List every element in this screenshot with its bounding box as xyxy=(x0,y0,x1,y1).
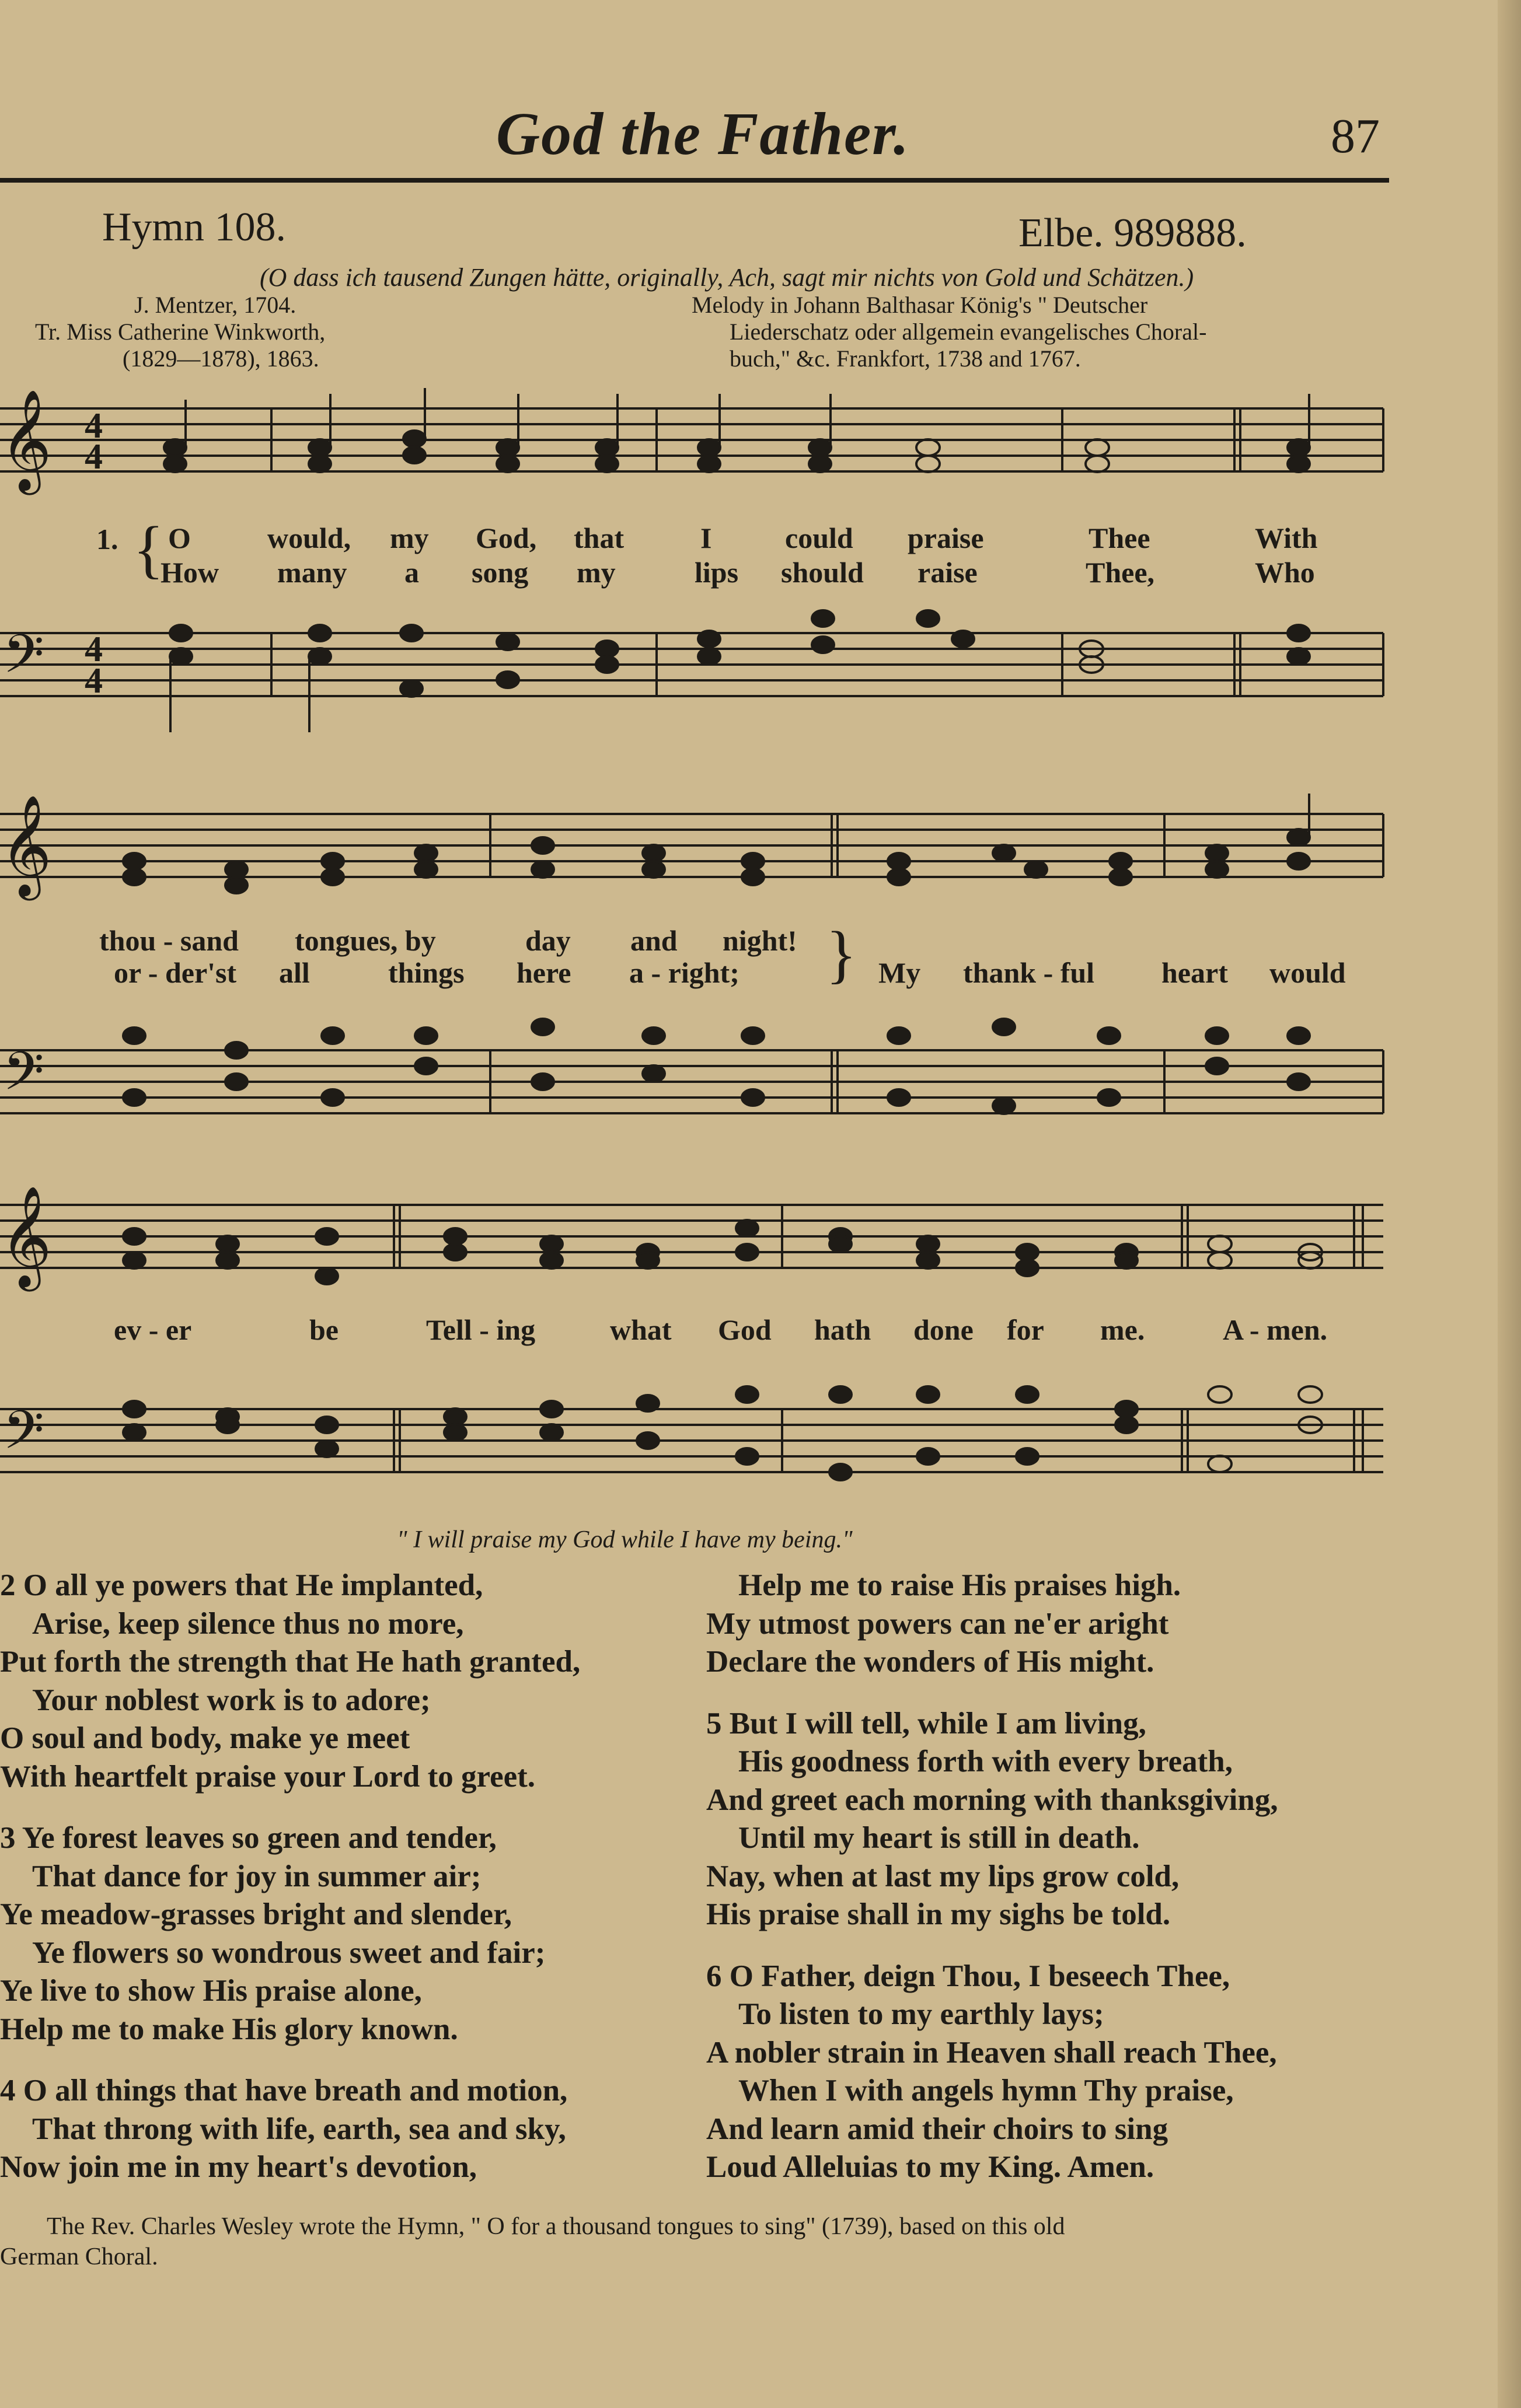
verse-4 xyxy=(0,2072,580,2187)
verse-3 xyxy=(0,1819,580,2049)
lyric-syllable: my xyxy=(577,556,616,589)
verse-line: That dance for joy in summer air; xyxy=(32,1859,482,1893)
lyric-syllable: hath xyxy=(814,1313,871,1346)
lyric-syllable: tongues, by xyxy=(295,924,436,957)
bass-clef-icon: 𝄢 xyxy=(3,623,44,698)
header-rule xyxy=(0,178,1389,183)
verse-line: Nay, when at last my lips grow cold, xyxy=(706,1859,1180,1893)
verse-line: Ye flowers so wondrous sweet and fair; xyxy=(32,1935,546,1970)
footnote-line: The Rev. Charles Wesley wrote the Hymn, " O for a thousand tongues to sing" (1739), based on this old xyxy=(47,2213,1065,2240)
svg-text:4: 4 xyxy=(85,630,103,669)
lyric-syllable: should xyxy=(781,556,864,589)
scripture-caption: " I will praise my God while I have my being." xyxy=(397,1526,853,1553)
lyric-syllable: How xyxy=(161,556,219,589)
lyric-syllable: thou - sand xyxy=(99,924,239,957)
verse-line: With heartfelt praise your Lord to greet. xyxy=(0,1759,536,1794)
verse-2 xyxy=(0,1567,580,1796)
lyric-syllable: night! xyxy=(723,924,797,957)
music-system-3 xyxy=(0,1176,1389,1520)
lyric-syllable: raise xyxy=(918,556,978,589)
lyric-syllable: Tell - ing xyxy=(426,1313,536,1346)
melody-line: Melody in Johann Balthasar König's " Deutscher xyxy=(692,292,1148,318)
hymn-number: Hymn 108. xyxy=(102,205,286,250)
verse-line: When I with angels hymn Thy praise, xyxy=(738,2074,1234,2108)
lyric-syllable: things xyxy=(388,956,465,989)
verse-6 xyxy=(706,1958,1278,2187)
page-edge-shadow xyxy=(1498,0,1521,2408)
lyric-syllable: With xyxy=(1255,522,1318,554)
lyric-syllable: would xyxy=(1269,956,1346,989)
verse-line: His praise shall in my sighs be told. xyxy=(706,1897,1171,1931)
lyric-syllable: for xyxy=(1007,1313,1044,1346)
treble-clef-icon: 𝄞 xyxy=(0,1186,52,1287)
lyric-syllable: God xyxy=(718,1313,772,1346)
lyric-brace: { xyxy=(133,513,164,585)
svg-text:4: 4 xyxy=(85,437,103,477)
verse-line: Declare the wonders of His might. xyxy=(706,1645,1154,1679)
page-header-title: God the Father. xyxy=(496,100,910,167)
verse-line: Ye live to show His praise alone, xyxy=(0,1974,422,2008)
verse-line: O soul and body, make ye meet xyxy=(0,1721,410,1755)
lyric-syllable: My xyxy=(878,956,921,989)
lyric-syllable: many xyxy=(277,556,347,589)
lyric-syllable: Who xyxy=(1255,556,1315,589)
verse-5 xyxy=(706,1705,1278,1934)
lyric-syllable: lips xyxy=(695,556,739,589)
lyric-syllable: praise xyxy=(908,522,984,554)
lyric-brace-right: } xyxy=(826,918,857,990)
verse-line: Loud Alleluias to my King. Amen. xyxy=(706,2150,1154,2184)
melody-line: Liederschatz oder allgemein evangelisches Choral- xyxy=(730,319,1207,345)
lyric-syllable: or - der'st xyxy=(114,956,237,989)
verse-line: Help me to make His glory known. xyxy=(0,2012,458,2046)
lyric-syllable: Thee, xyxy=(1086,556,1155,589)
verse-line: My utmost powers can ne'er aright xyxy=(706,1606,1169,1641)
lyric-syllable: what xyxy=(610,1313,672,1346)
bass-clef-icon: 𝄢 xyxy=(3,1040,44,1115)
verse-line: Arise, keep silence thus no more, xyxy=(32,1606,464,1641)
lyric-syllable: Thee xyxy=(1089,522,1150,554)
bass-notes xyxy=(170,610,1310,732)
verse-4-continued xyxy=(706,1567,1278,1682)
tune-name: Elbe. 989888. xyxy=(1018,211,1247,256)
lyric-syllable: day xyxy=(525,924,571,957)
verses-left-column xyxy=(0,1567,580,2187)
bass-clef-icon: 𝄢 xyxy=(3,1399,44,1474)
lyric-syllable: God, xyxy=(476,522,537,554)
treble-clef-icon: 𝄞 xyxy=(0,389,52,491)
lyric-syllable: here xyxy=(517,956,571,989)
footnote xyxy=(0,2211,1401,2272)
lyric-syllable: A - men. xyxy=(1223,1313,1328,1346)
verse-line: 6 O Father, deign Thou, I beseech Thee, xyxy=(706,1959,1230,1993)
translator-line: Tr. Miss Catherine Winkworth, xyxy=(35,319,326,345)
author-line: J. Mentzer, 1704. xyxy=(134,292,296,318)
treble-notes xyxy=(164,388,1310,472)
lyric-syllable: heart xyxy=(1161,956,1228,989)
lyric-syllable: done xyxy=(913,1313,974,1346)
verse-line: Now join me in my heart's devotion, xyxy=(0,2150,477,2184)
verse-line: 5 But I will tell, while I am living, xyxy=(706,1706,1146,1741)
page-number: 87 xyxy=(1331,109,1380,163)
verse-line: A nobler strain in Heaven shall reach Thee, xyxy=(706,2035,1277,2070)
lyric-syllable: thank - ful xyxy=(963,956,1095,989)
lyric-syllable: a xyxy=(404,556,419,589)
lyric-syllable: would, xyxy=(267,522,351,554)
treble-staff xyxy=(0,408,1383,471)
lyric-syllable: ev - er xyxy=(114,1313,192,1346)
svg-text:4: 4 xyxy=(85,661,103,701)
verse-line: Put forth the strength that He hath granted, xyxy=(0,1645,581,1679)
lyric-syllable: O xyxy=(168,522,191,554)
bass-staff xyxy=(0,633,1383,696)
lyric-syllable: song xyxy=(472,556,529,589)
melody-line: buch," &c. Frankfort, 1738 and 1767. xyxy=(730,345,1081,372)
verse-number: 1. xyxy=(96,523,118,555)
verse-line: Help me to raise His praises high. xyxy=(738,1568,1181,1602)
lyric-syllable: and xyxy=(630,924,678,957)
translator-dates: (1829—1878), 1863. xyxy=(123,345,319,372)
original-title: (O dass ich tausend Zungen hätte, originally, Ach, sagt mir nichts von Gold und Schätzen.) xyxy=(260,263,1194,292)
melody-credit xyxy=(692,292,1206,372)
verse-line: 4 O all things that have breath and motion, xyxy=(0,2074,568,2108)
lyric-syllable: a - right; xyxy=(629,956,739,989)
verses-right-column xyxy=(706,1567,1278,2187)
verse-line: To listen to my earthly lays; xyxy=(738,1997,1104,2031)
lyric-syllable: be xyxy=(309,1313,339,1346)
lyric-syllable: my xyxy=(390,522,429,554)
footnote-line: German Choral. xyxy=(0,2243,158,2270)
lyric-syllable: could xyxy=(785,522,853,554)
treble-clef-icon: 𝄞 xyxy=(0,795,52,896)
lyric-syllable: I xyxy=(700,522,712,554)
verse-line: And greet each morning with thanksgiving, xyxy=(706,1783,1278,1817)
verse-line: And learn amid their choirs to sing xyxy=(706,2112,1168,2146)
verse-line: Until my heart is still in death. xyxy=(738,1821,1140,1855)
verse-line: 2 O all ye powers that He implanted, xyxy=(0,1568,483,1602)
verse-line: Your noblest work is to adore; xyxy=(32,1683,431,1717)
lyric-syllable: all xyxy=(279,956,310,989)
lyric-syllable: that xyxy=(574,522,625,554)
verse-line: Ye meadow-grasses bright and slender, xyxy=(0,1897,512,1931)
verse-line: That throng with life, earth, sea and sky, xyxy=(32,2112,566,2146)
lyric-syllable: me. xyxy=(1100,1313,1145,1346)
author-credit xyxy=(35,292,325,372)
verse-line: 3 Ye forest leaves so green and tender, xyxy=(0,1821,497,1855)
verse-line: His goodness forth with every breath, xyxy=(738,1745,1233,1778)
svg-text:4: 4 xyxy=(85,406,103,446)
